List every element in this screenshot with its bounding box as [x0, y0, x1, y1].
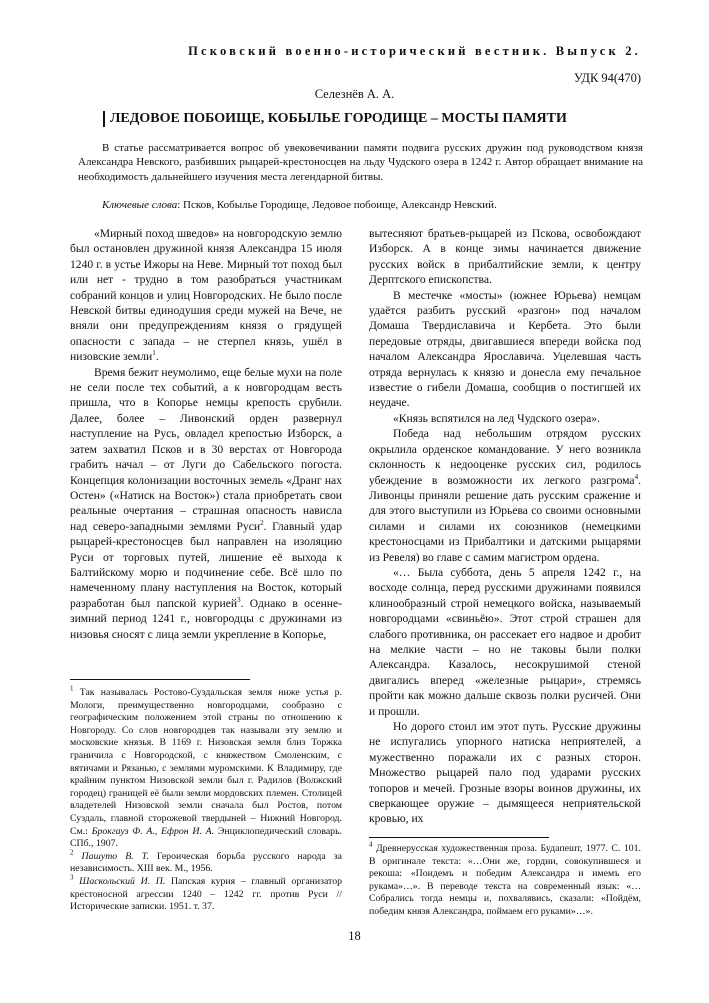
abstract	[78, 141, 643, 184]
paragraph	[70, 365, 342, 642]
footnote-ref: 4	[634, 472, 639, 481]
paragraph-text: Победа над небольшим отрядом русских окрылила орденское командование. У него возникла склонность к недооценке русских сил, родилось убеждение в возможности их легкого разгрома	[369, 427, 641, 487]
paragraph: Но дорого стоил им этот путь. Русские дружины не испугались упорного натиска неприятелей, а мужественно поражали их с разных сторон. Множество рыцарей пало под ударами русских топоров и мечей. Грозные взоры воинов дружины, их сверкающее оружие – дымящееся неприятельской кровью, их	[369, 720, 641, 826]
paragraph: «Князь вспятился на лед Чудского озера».	[393, 411, 600, 425]
paragraph: «Мирный поход шведов» на новгородскую землю был остановлен дружиной князя Александра 15 июля 1240 г. в устье Ижоры на Неве. Мирный тот поход был или нет - трудно в том разобраться участникам собраний концов и улиц Новгородских. Не было после Невской битвы единодушия среди мужей на Вече, не вняли они предупреждениям князя о грядущей опасности с запада – не стерпел князь, ушёл в низовские земли$^1$.	[70, 227, 342, 364]
footnote-ref: 3	[237, 595, 241, 604]
footnote-divider	[70, 679, 250, 680]
page-number: 18	[348, 929, 361, 943]
footnote-text: Энциклопедический словарь. СПб., 1907.	[70, 825, 342, 850]
footnote-text: Папская курия – главный организатор крестоносной агрессии 1240 – 1242 гг. против Руси // Исторические записки. 1951. т. 37.	[70, 875, 342, 913]
footnote-text: Так называлась Ростово-Суздальская земля ниже устья р. Мологи, преимущественно новгородцами, сообразно с географическим положением этой страны по отношению к Новгороду. Со слов новгородцев так называли эту землю и московские князья. В 1169 г. Низовская земля близ Торжка граничила с Новгородской, с княжеством Смоленским, с вятичами и Рязанью, с землями муромскими. К Владимиру, где крайним пунктом Низовской земли был г. Радилов (Волжский городец) границей её были земли мордовских племен. Столицей владетелей Низовской земли сначала был Ростов, потом Суздаль, главной сторожевой твердыней – Нижний Новгород. См.:	[70, 687, 342, 837]
footnotes-left	[70, 684, 342, 914]
paragraph-text: Время бежит неумолимо, еще белые мухи на поле не сели после тех событий, а к новгородцам весть пришла, что в Копорье немцы крепость срубили. Далее, более – Ливонский орден развернул наступление на Русь, овладел крепостью Изборск, а затем захватил Псков и в 30 верстах от Новгорода грабить начал – от Луги до Сабельского погоста. Концепция колонизации восточных земель «Дранг нах Остен» («Натиск на Восток») стала приобретать свои реальные очертания – страшная опасность нависла над северо-западными землями Руси	[70, 365, 342, 533]
running-head: Псковский военно-исторический вестник. Выпуск 2.	[188, 44, 641, 58]
paragraph-text: . Ливонцы приняли решение дать русским сражение и для этого выступили из Юрьева со своими основными силами и силами их союзников (немецкими крестоносцами из Прибалтики и датскими рыцарями из Ревеля) во главе с самим магистром ордена.	[369, 473, 641, 564]
paragraph: «… Была суббота, день 5 апреля 1242 г., на восходе солнца, перед русскими дружинами появился клинообразный строй немецкого войска, называемый новгородцами «свиньёю». Этот строй страшен для слабого противника, он рассекает его надвое и дробит на мелкие части – но не таковы были полки Александра. Казалось, несокрушимой стеной двигались вперед «железные рыцари», стремясь пройти как можно дальше сквозь полки русичей. Они и прошли.	[369, 565, 641, 718]
footnote-number: 2	[70, 848, 74, 857]
article-title: ЛЕДОВОЕ ПОБОИЩЕ, КОБЫЛЬЕ ГОРОДИЩЕ – МОСТЫ ПАМЯТИ	[103, 111, 567, 127]
keywords	[78, 199, 643, 211]
footnote-text: Древнерусская художественная проза. Будапешт, 1977. С. 101. В оригинале текста: «…Они же, гордии, совокупившеся и рекоша: «Поидемъ и победим Александра и имемъ его рукама»…». В переводе текста на современный язык: «… Собрались тогда немцы и, похвалявись, сказали: «Пойдём, победим князя Александра, поймаем его руками»…».	[369, 843, 641, 917]
footnotes-right	[369, 840, 641, 919]
footnote	[70, 684, 342, 851]
paragraph	[369, 426, 641, 565]
right-column	[369, 226, 641, 827]
footnote-number: 4	[369, 840, 373, 849]
footnote-ref: 1	[152, 349, 156, 358]
udk-code: УДК 94(470)	[573, 71, 641, 85]
left-column	[70, 226, 342, 642]
author-name: Селезнёв А. А.	[314, 87, 395, 101]
footnote-number: 3	[70, 873, 74, 882]
keywords-label: Ключевые слова	[102, 199, 178, 211]
footnote-divider	[369, 837, 549, 838]
footnote-text: Героическая борьба русского народа за независимость. XIII век. М., 1956.	[70, 850, 342, 875]
footnote	[70, 873, 342, 914]
footnote-author: Брокгауз Ф. А., Ефрон И. А.	[91, 825, 215, 837]
footnote	[70, 848, 342, 876]
keywords-list: : Псков, Кобылье Городище, Ледовое побоище, Александр Невский.	[177, 199, 497, 211]
footnote	[369, 840, 641, 919]
footnote-author: Шаскольский И. П.	[73, 875, 166, 887]
paragraph: вытесняют братьев-рыцарей из Пскова, освобождают Изборск. А в конце зимы начинается движение русских войск в прибалтийские земли, к центру Дерптского епископства.	[369, 227, 641, 287]
footnote-number: 1	[70, 684, 74, 693]
abstract-text: В статье рассматривается вопрос об увековечивании памяти подвига русских дружин под руководством князя Александра Невского, разбивших рыцарей-крестоносцев на льду Чудского озера в 1242 г. Автор обращает внимание на необходимость дальнейшего изучения места легендарной битвы.	[78, 142, 643, 183]
paragraph-text: . Главный удар рыцарей-крестоносцев был направлен на изоляцию Руси от торговых путей, лишение её выхода к Балтийскому морю и подчинение себе. Всё шло по намеченному плану наступления на Восток, который разработан был папской курией	[70, 519, 342, 610]
footnote-ref: 2	[260, 518, 264, 527]
paragraph-text: . Однако в осенне-зимний период 1241 г., новгородцы с дружинами из низовья сносят с лица земли укрепление в Копорье,	[70, 596, 343, 641]
paragraph: В местечке «мосты» (южнее Юрьева) немцам удаётся разбить русский «разгон» под началом Домаша Твердиславича и Кербета. Это были передовые отряды, двигавшиеся впереди войска под началом Александра Ярославича. Уцелевшая часть отряда вернулась к князю и донесла ему печальное известие о гибели Домаша, сообщив о постигшей их неудаче.	[369, 288, 641, 410]
paragraph-text: «Мирный поход шведов» на новгородскую землю был остановлен дружиной князя Александра 15 июля 1240 г. в устье Ижоры на Неве. Мирный тот поход был или нет - трудно в том разобраться участникам собраний концов и улиц Новгородских. Не было после Невской битвы единодушия среди мужей на Вече, не вняли они предупреждениям князя о грядущей опасности с запада – не стерпел князь, ушёл в низовские земли	[70, 227, 342, 364]
footnote-author: Пашуто В. Т.	[73, 850, 149, 862]
